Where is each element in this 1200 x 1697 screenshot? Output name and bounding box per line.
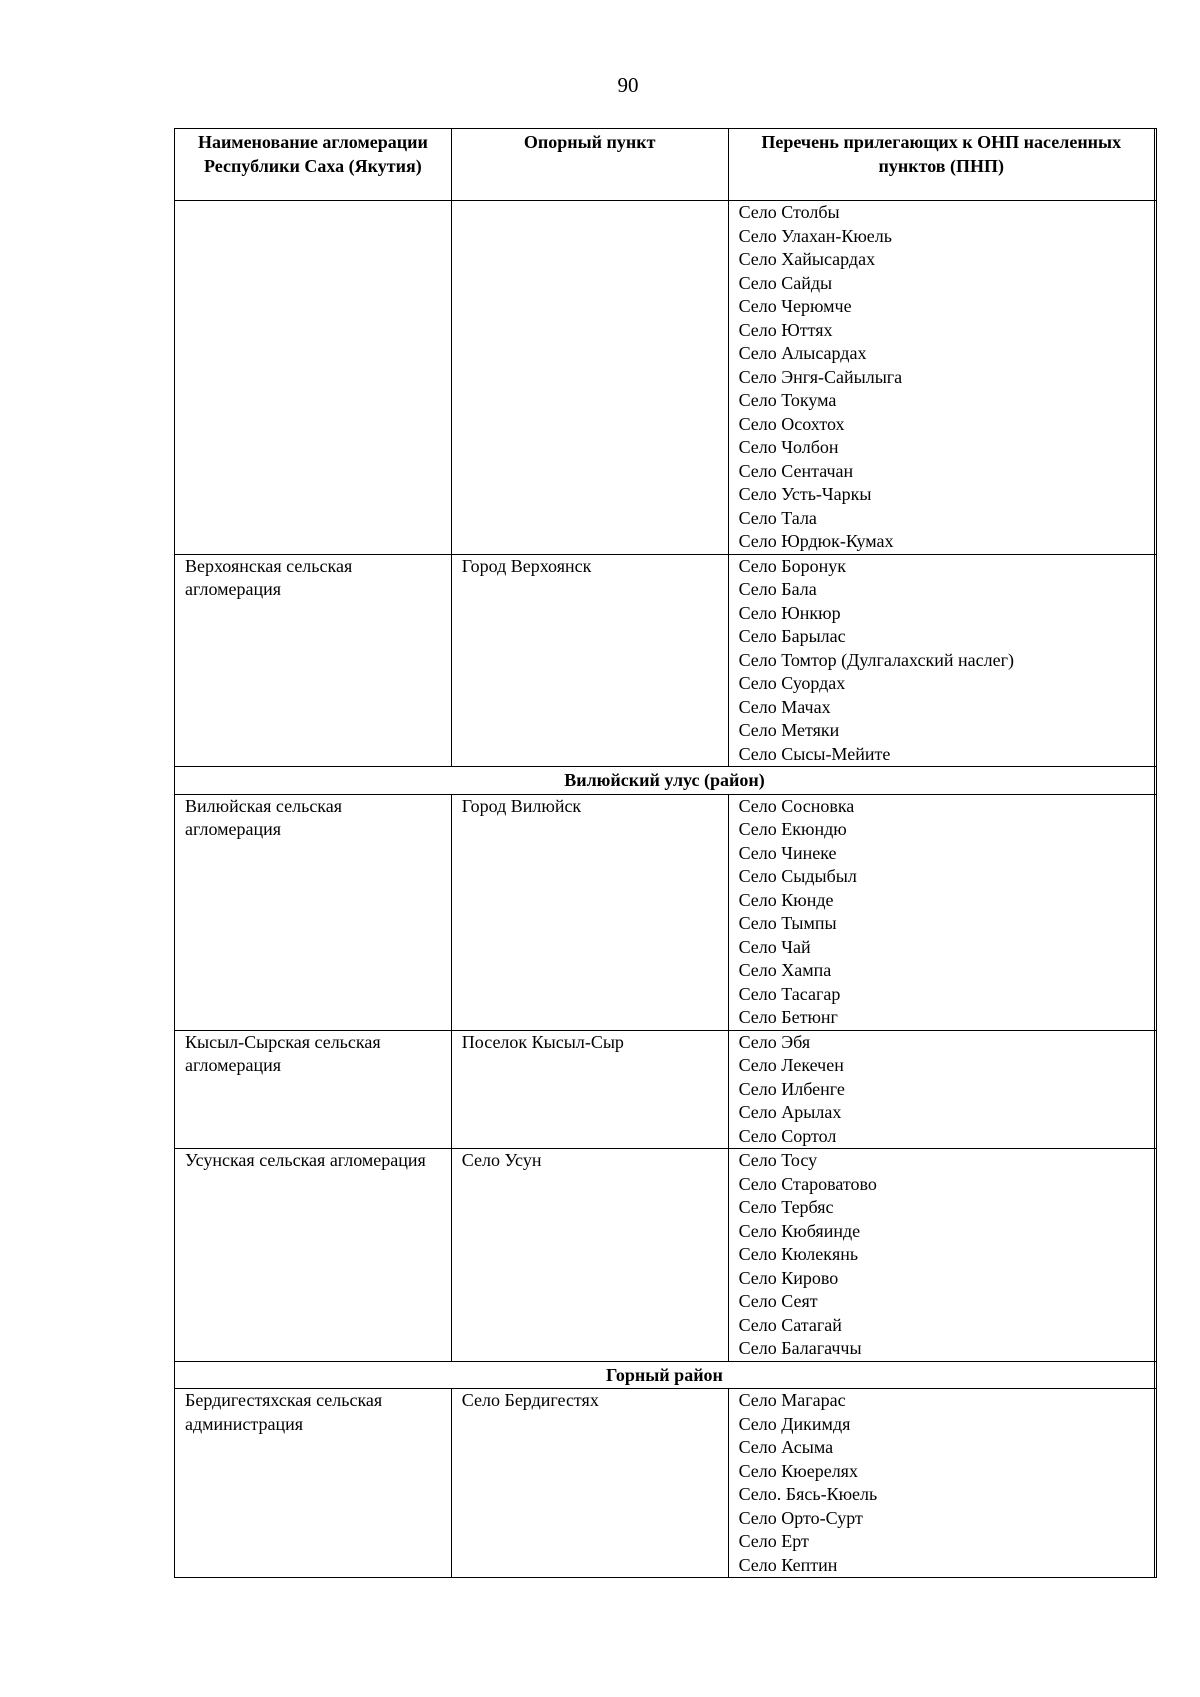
settlement-item: Село Кюерелях (738, 1460, 858, 1481)
settlements-list (739, 1031, 1144, 1149)
settlement-item: Село Магарас (738, 1390, 846, 1410)
settlements-cell (728, 201, 1154, 555)
settlement-item: Село Токума (738, 390, 837, 410)
settlement-item: Село Барылас (738, 626, 846, 646)
hub-cell: Село Усун (451, 1149, 728, 1362)
settlements-cell (728, 794, 1154, 1030)
settlement-item: Село Сентачан (738, 460, 854, 481)
agglomeration-name-cell: Кысыл-Сырская сельская агломерация (175, 1030, 452, 1149)
table-row (175, 201, 1157, 555)
settlement-item: Село Тымпы (738, 913, 837, 933)
empty-cell (1154, 1361, 1156, 1389)
settlement-item: Село Усть-Чаркы (738, 484, 872, 504)
settlement-item: Село Кюбяинде (738, 1220, 861, 1241)
settlements-list (739, 201, 1144, 554)
settlement-item: Село Мачах (738, 696, 831, 717)
settlement-item: Село Алысардах (738, 343, 867, 363)
settlement-item: Село Сеят (738, 1291, 818, 1311)
settlement-item: Село Арылах (738, 1102, 842, 1122)
table-row (175, 794, 1157, 1030)
settlement-item: Село Суордах (738, 673, 846, 693)
settlements-cell (728, 1149, 1154, 1362)
settlement-item: Село Кюлекянь (738, 1244, 859, 1264)
settlements-cell (728, 1030, 1154, 1149)
table-row (175, 554, 1157, 767)
settlement-item: Село Бетюнг (738, 1007, 838, 1027)
settlement-item: Село Асыма (738, 1437, 834, 1457)
settlements-list (739, 1389, 1144, 1577)
table-row (175, 1389, 1157, 1578)
settlement-item: Село Кирово (738, 1267, 839, 1288)
settlement-item: Село Чинеке (738, 842, 837, 863)
settlement-item: Село Тасагар (738, 983, 841, 1004)
hub-cell (451, 201, 728, 555)
settlement-item: Село Эбя (738, 1031, 811, 1052)
section-header-row (175, 767, 1157, 795)
settlement-item: Село Улахан-Кюель (738, 225, 892, 246)
settlements-list (739, 1149, 1144, 1361)
table-row (175, 1149, 1157, 1362)
header-empty-cell (1154, 129, 1156, 201)
settlement-item: Село Столбы (738, 202, 840, 222)
hub-cell: Поселок Кысыл-Сыр (451, 1030, 728, 1149)
settlement-item: Село Тосу (738, 1150, 818, 1170)
settlement-item: Село Хампа (738, 960, 832, 980)
agglomeration-table (174, 128, 1157, 1578)
table-header-row (175, 129, 1157, 201)
settlement-item: Село Тала (738, 507, 817, 528)
settlement-item: Село Энгя-Сайылыга (738, 366, 903, 387)
settlement-item: Село Ерт (738, 1531, 809, 1551)
empty-cell (1154, 201, 1156, 555)
header-hub: Опорный пункт (451, 129, 728, 201)
settlement-item: Село. Бясь-Кюель (738, 1484, 878, 1504)
section-title: Горный район (175, 1361, 1155, 1389)
settlement-item: Село Балагаччы (738, 1338, 862, 1358)
settlement-item: Село Сайды (738, 272, 833, 293)
agglomeration-name-cell: Вилюйская сельская агломерация (175, 794, 452, 1030)
settlements-cell (728, 1389, 1154, 1578)
settlements-list (739, 555, 1144, 767)
empty-cell (1154, 1149, 1156, 1362)
header-settlements-list: Перечень прилегающих к ОНП населенных пунктов (ПНП) (728, 129, 1154, 201)
settlement-item: Село Чолбон (738, 437, 839, 457)
settlement-item: Село Сыдыбыл (738, 866, 857, 886)
empty-cell (1154, 794, 1156, 1030)
settlement-item: Село Орто-Сурт (738, 1507, 863, 1528)
page-number: 90 (617, 73, 639, 97)
table-row (175, 1030, 1157, 1149)
settlement-item: Село Староватово (738, 1173, 877, 1194)
header-agglomeration-name: Наименование агломерации Республики Саха (Якутия) (175, 129, 452, 201)
settlement-item: Село Дикимдя (738, 1413, 851, 1434)
settlement-item: Село Бала (738, 579, 817, 599)
empty-cell (1154, 554, 1156, 767)
empty-cell (1154, 1389, 1156, 1578)
empty-cell (1154, 767, 1156, 795)
agglomeration-name-cell: Верхоянская сельская агломерация (175, 554, 452, 767)
settlement-item: Село Чай (738, 936, 811, 957)
settlement-item: Село Илбенге (738, 1078, 845, 1099)
settlement-item: Село Сысы-Мейите (738, 743, 891, 764)
settlement-item: Село Боронук (738, 555, 846, 576)
settlement-item: Село Тербяс (738, 1197, 834, 1217)
agglomeration-name-cell: Усунская сельская агломерация (175, 1149, 452, 1362)
settlements-list (739, 795, 1144, 1030)
settlement-item: Село Сортол (738, 1125, 837, 1146)
settlement-item: Село Кюнде (738, 889, 834, 910)
settlement-item: Село Томтор (Дулгалахский наслег) (738, 649, 1014, 670)
settlement-item: Село Осохтох (738, 413, 845, 434)
settlement-item: Село Екюндю (738, 819, 847, 839)
agglomeration-name-cell: Бердигестяхская сельская администрация (175, 1389, 452, 1578)
agglomeration-name-cell (175, 201, 452, 555)
settlement-item: Село Юрдюк-Кумах (738, 531, 894, 551)
section-title: Вилюйский улус (район) (175, 767, 1155, 795)
settlement-item: Село Юттях (738, 319, 833, 340)
settlement-item: Село Хайысардах (738, 249, 876, 269)
hub-cell: Город Верхоянск (451, 554, 728, 767)
empty-cell (1154, 1030, 1156, 1149)
settlement-item: Село Лекечен (738, 1055, 844, 1075)
settlements-cell (728, 554, 1154, 767)
hub-cell: Село Бердигестях (451, 1389, 728, 1578)
settlement-item: Село Метяки (738, 720, 840, 740)
section-header-row (175, 1361, 1157, 1389)
hub-cell: Город Вилюйск (451, 794, 728, 1030)
settlement-item: Село Сатагай (738, 1314, 842, 1335)
settlement-item: Село Юнкюр (738, 602, 841, 623)
settlement-item: Село Черюмче (738, 296, 852, 316)
settlement-item: Село Кептин (738, 1554, 838, 1575)
settlement-item: Село Сосновка (738, 795, 855, 816)
